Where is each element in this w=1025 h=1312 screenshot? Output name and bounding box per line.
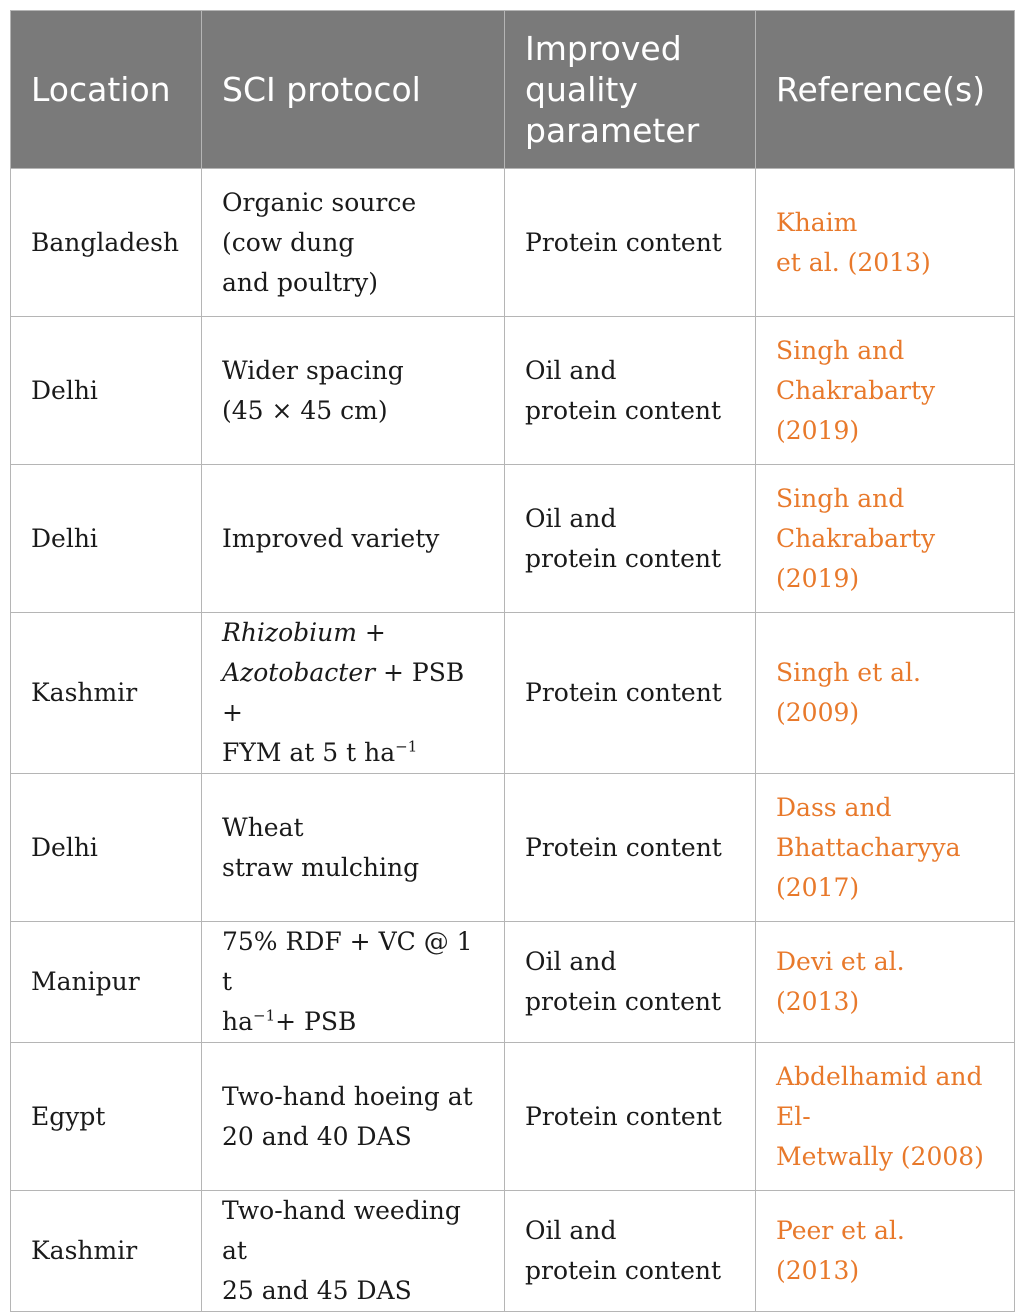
cell-parameter: Oil and protein content [505,317,756,465]
cell-parameter: Protein content [505,1043,756,1191]
protocol-text: 75% RDF + VC @ 1 t [222,927,473,996]
cell-location: Delhi [11,317,202,465]
reference-link[interactable]: Peer et al. (2013) [756,1191,1015,1312]
table-row [11,774,1015,922]
cell-parameter: Oil and protein content [505,922,756,1043]
cell-protocol: Wheat straw mulching [202,774,505,922]
protocol-text: ha [222,1007,254,1036]
cell-parameter: Oil and protein content [505,1191,756,1312]
reference-link[interactable]: Singh and Chakrabarty (2019) [756,465,1015,613]
cell-location: Kashmir [11,613,202,774]
cell-location: Egypt [11,1043,202,1191]
table-row [11,317,1015,465]
table-row [11,922,1015,1043]
cell-protocol: Improved variety [202,465,505,613]
cell-location: Delhi [11,465,202,613]
protocol-superscript: −1 [395,737,418,756]
table-container [10,10,1014,1312]
protocol-text: + PSB [275,1007,357,1036]
reference-link[interactable]: Khaim et al. (2013) [756,169,1015,317]
table-row [11,613,1015,774]
cell-location: Delhi [11,774,202,922]
table-row [11,1043,1015,1191]
table-row [11,169,1015,317]
reference-link[interactable]: Abdelhamid and El- Metwally (2008) [756,1043,1015,1191]
cell-location: Bangladesh [11,169,202,317]
reference-link[interactable]: Singh and Chakrabarty (2019) [756,317,1015,465]
header-row [11,11,1015,169]
cell-parameter: Protein content [505,774,756,922]
protocol-text: + [356,618,386,647]
header-references: Reference(s) [756,11,1015,169]
protocol-italic-azotobacter: Azotobacter [222,658,376,687]
cell-protocol: Organic source (cow dung and poultry) [202,169,505,317]
cell-protocol: Two-hand weeding at 25 and 45 DAS [202,1191,505,1312]
protocol-italic-rhizobium: Rhizobium [222,618,357,647]
cell-location: Kashmir [11,1191,202,1312]
protocol-superscript: −1 [253,1006,276,1025]
reference-link[interactable]: Singh et al. (2009) [756,613,1015,774]
reference-link[interactable]: Devi et al. (2013) [756,922,1015,1043]
cell-protocol [202,613,505,774]
table-row [11,1191,1015,1312]
reference-link[interactable]: Dass and Bhattacharyya (2017) [756,774,1015,922]
header-sci-protocol: SCI protocol [202,11,505,169]
protocol-text: + PSB + [222,658,465,727]
cell-protocol: Wider spacing (45 × 45 cm) [202,317,505,465]
cell-parameter: Protein content [505,613,756,774]
header-location: Location [11,11,202,169]
cell-location: Manipur [11,922,202,1043]
cell-protocol: Two-hand hoeing at 20 and 40 DAS [202,1043,505,1191]
cell-parameter: Oil and protein content [505,465,756,613]
protocol-text: FYM at 5 t ha [222,738,396,767]
cell-parameter: Protein content [505,169,756,317]
header-quality-parameter: Improved quality parameter [505,11,756,169]
data-table [10,10,1015,1312]
cell-protocol [202,922,505,1043]
table-row [11,465,1015,613]
